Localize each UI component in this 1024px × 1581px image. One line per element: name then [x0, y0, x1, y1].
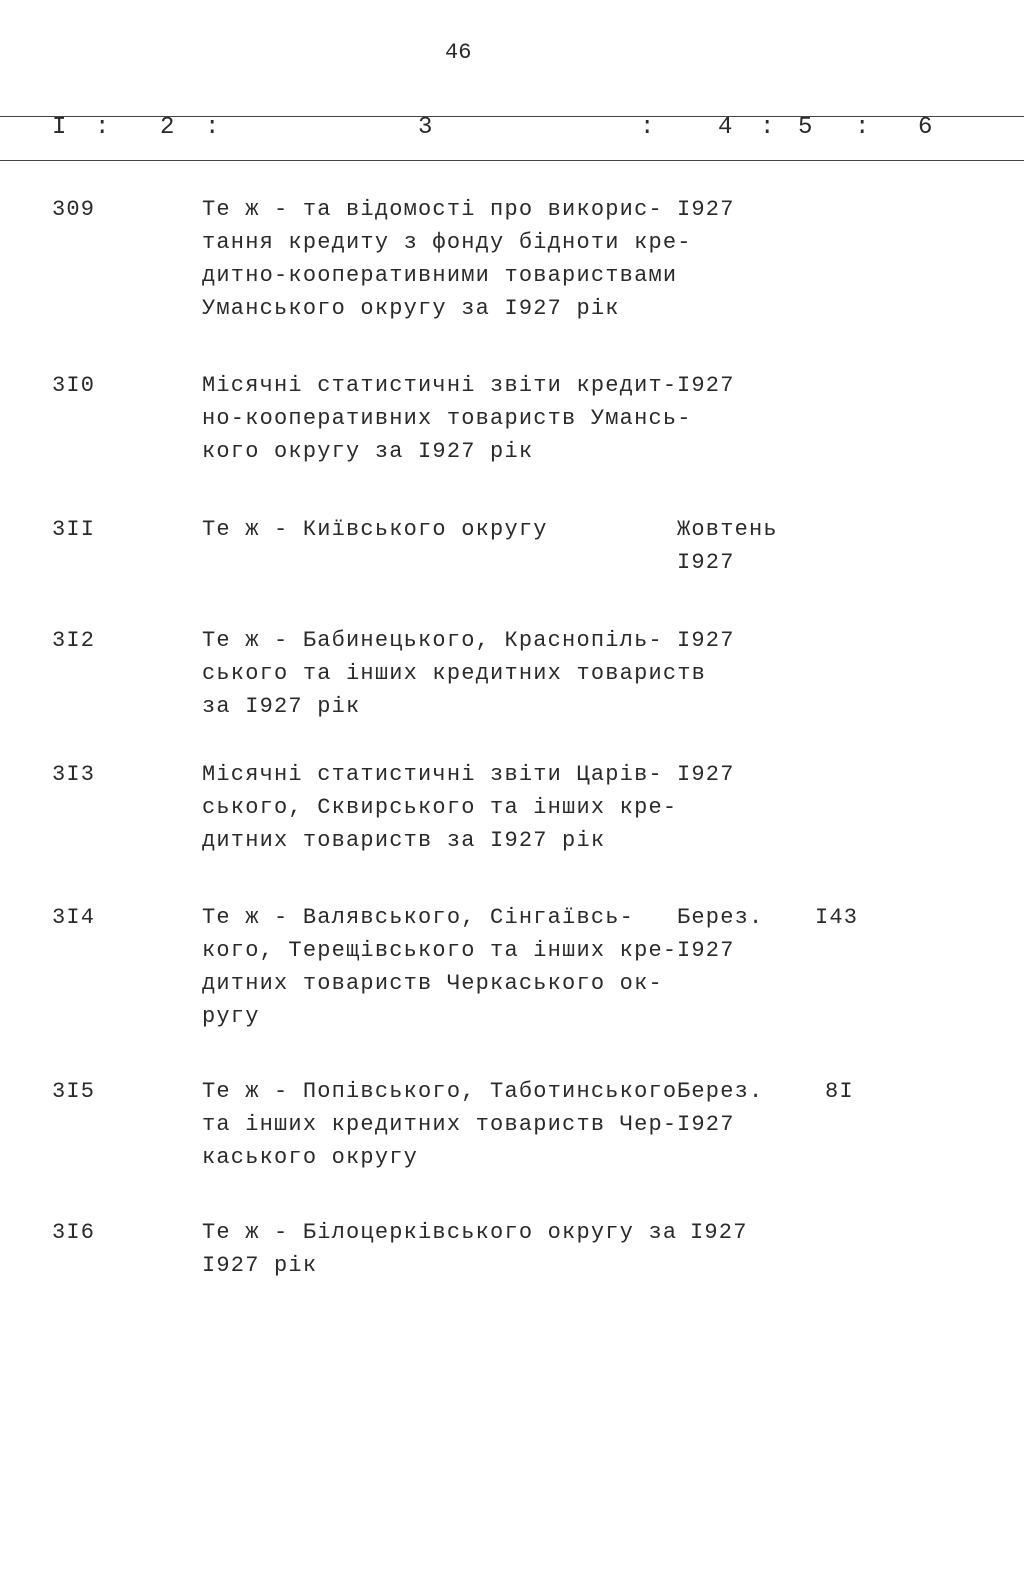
item-number: 309: [52, 197, 96, 222]
description-line: Те ж - Білоцерківського округу за: [202, 1220, 678, 1245]
header-bottom-rule: [0, 160, 1024, 161]
date-line: I927: [677, 628, 735, 653]
date-line: Жовтень: [677, 517, 778, 542]
description-line: за I927 рік: [202, 694, 361, 719]
item-number: 3I3: [52, 762, 96, 787]
item-number: 3I0: [52, 373, 96, 398]
column-header-3: 3: [418, 114, 433, 141]
date-line: Берез.: [677, 1079, 764, 1104]
date-line: I927: [677, 197, 735, 222]
description-line: Те ж - та відомості про викорис-: [202, 197, 663, 222]
description-line: I927 рік: [202, 1253, 318, 1278]
item-number: 3I6: [52, 1220, 96, 1245]
description-line: Місячні статистичні звіти Царів-: [202, 762, 663, 787]
description-line: ського та інших кредитних товариств: [202, 661, 707, 686]
item-number: 3II: [52, 517, 96, 542]
column-separator: :: [95, 114, 110, 141]
column-header-2: 2: [160, 114, 175, 141]
sheet-count: I43: [815, 905, 859, 930]
description-line: дитних товариств за I927 рік: [202, 828, 606, 853]
date-line: I927: [677, 550, 735, 575]
column-separator: :: [640, 114, 655, 141]
header-top-rule: [0, 116, 1024, 117]
date-line: I927: [690, 1220, 748, 1245]
column-header-6: 6: [918, 114, 933, 141]
item-number: 3I4: [52, 905, 96, 930]
column-header-I: I: [52, 114, 67, 141]
date-line: Берез.: [677, 905, 764, 930]
description-line: но-кооперативних товариств Умансь-: [202, 406, 692, 431]
description-line: ругу: [202, 1004, 260, 1029]
column-separator: :: [855, 114, 870, 141]
description-line: та інших кредитних товариств Чер-: [202, 1112, 678, 1137]
sheet-count: 8I: [825, 1079, 854, 1104]
description-line: Уманського округу за I927 рік: [202, 296, 620, 321]
description-line: кого округу за I927 рік: [202, 439, 534, 464]
page-number: 46: [445, 40, 472, 65]
item-number: 3I2: [52, 628, 96, 653]
description-line: дитно-кооперативними товариствами: [202, 263, 678, 288]
date-line: I927: [677, 762, 735, 787]
description-line: кого, Терещівського та інших кре-: [202, 938, 678, 963]
description-line: Те ж - Бабинецького, Краснопіль-: [202, 628, 663, 653]
description-line: дитних товариств Черкаського ок-: [202, 971, 663, 996]
date-line: I927: [677, 938, 735, 963]
description-line: Те ж - Попівського, Таботинського: [202, 1079, 678, 1104]
description-line: Місячні статистичні звіти кредит-: [202, 373, 678, 398]
column-header-5: 5: [798, 114, 813, 141]
description-line: каського округу: [202, 1145, 419, 1170]
date-line: I927: [677, 1112, 735, 1137]
column-header-4: 4: [718, 114, 733, 141]
column-separator: :: [760, 114, 775, 141]
description-line: Те ж - Валявського, Сінгаївсь-: [202, 905, 635, 930]
description-line: тання кредиту з фонду бідноти кре-: [202, 230, 692, 255]
date-line: I927: [677, 373, 735, 398]
item-number: 3I5: [52, 1079, 96, 1104]
description-line: ського, Сквирського та інших кре-: [202, 795, 678, 820]
column-separator: :: [205, 114, 220, 141]
description-line: Те ж - Київського округу: [202, 517, 548, 542]
